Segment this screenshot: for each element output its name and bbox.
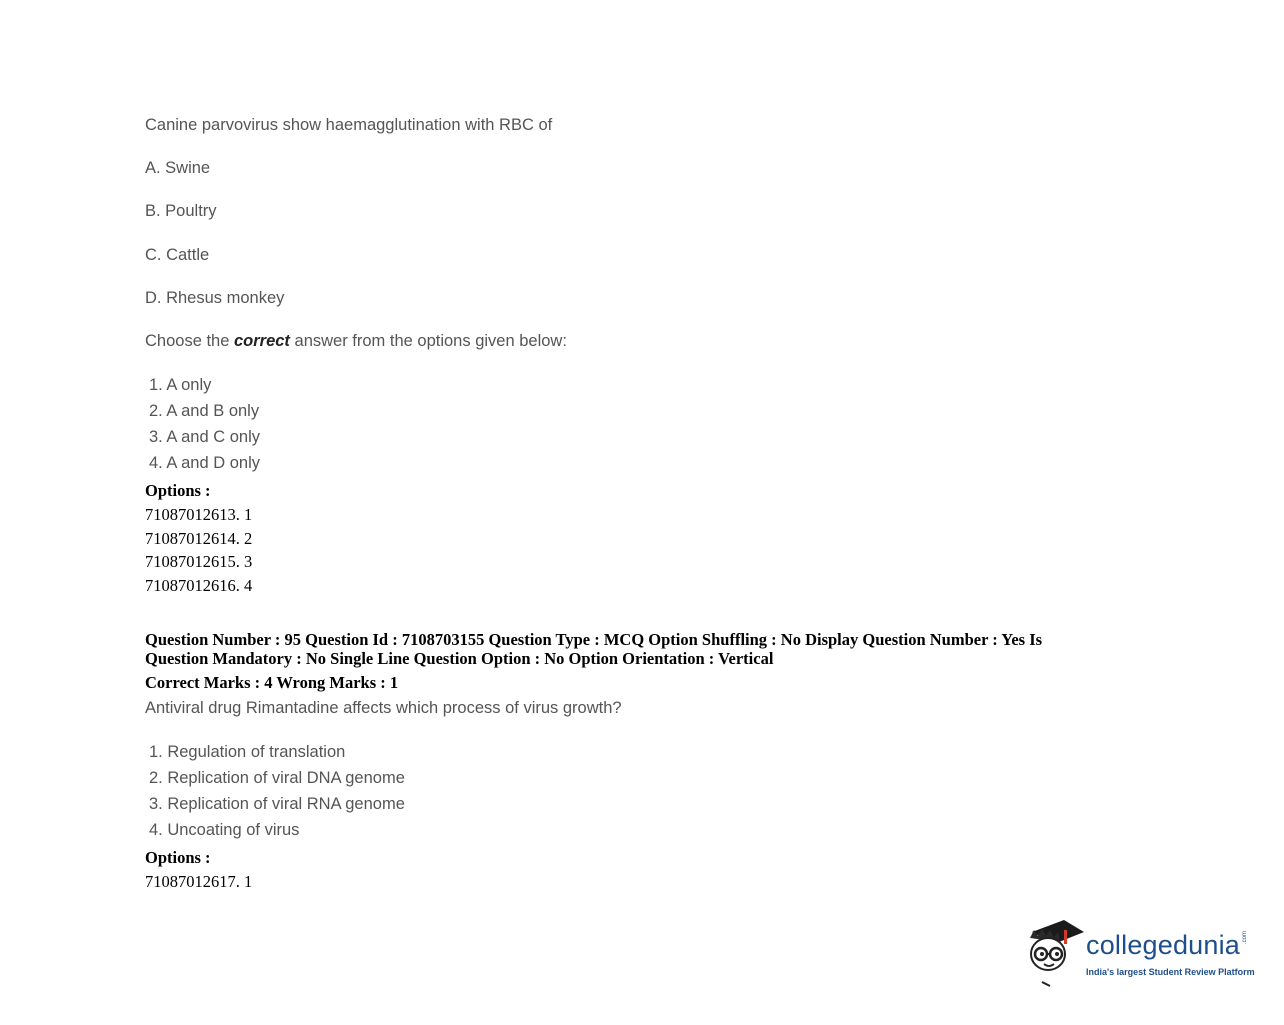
- choose-emphasis: correct: [233, 332, 290, 350]
- mascot-icon: [1024, 916, 1088, 992]
- answer-choice-3: 3. A and C only: [149, 428, 260, 446]
- statement-c: C. Cattle: [145, 246, 210, 264]
- options-label: Options :: [145, 848, 211, 867]
- logo-com: .com: [1242, 930, 1248, 944]
- choose-post: answer from the options given below:: [289, 332, 567, 350]
- answer-choice-3: 3. Replication of viral RNA genome: [149, 795, 405, 813]
- option-id-2: 71087012614. 2: [145, 529, 253, 548]
- question-95-meta: Question Number : 95 Question Id : 7108703155 Question Type : MCQ Option Shuffling : No Display Question Number : Yes Is Question Mandatory : No Single Line Question Option : No Option Orientation : Vertical: [145, 630, 1043, 668]
- answer-choice-2: 2. Replication of viral DNA genome: [149, 769, 405, 787]
- option-id-1: 71087012613. 1: [145, 505, 253, 524]
- logo-wordmark: collegedunia: [1086, 930, 1241, 960]
- option-id-1: 71087012617. 1: [145, 872, 253, 891]
- answer-choice-2: 2. A and B only: [149, 402, 260, 420]
- answer-choice-4: 4. A and D only: [149, 454, 260, 472]
- option-id-3: 71087012615. 3: [145, 552, 253, 571]
- statement-d: D. Rhesus monkey: [145, 289, 285, 307]
- question-95-stem: Antiviral drug Rimantadine affects which process of virus growth?: [145, 699, 622, 717]
- statement-a: A. Swine: [145, 159, 211, 177]
- question-94-stem: Canine parvovirus show haemagglutination with RBC of: [145, 116, 553, 134]
- answer-choice-1: 1. A only: [149, 376, 212, 394]
- logo-tagline: India's largest Student Review Platform: [1086, 967, 1255, 977]
- question-95-marks: Correct Marks : 4 Wrong Marks : 1: [145, 673, 399, 692]
- answer-choice-1: 1. Regulation of translation: [149, 743, 346, 761]
- choose-instruction: [145, 332, 567, 351]
- options-label: Options :: [145, 481, 211, 500]
- collegedunia-logo[interactable]: [1024, 916, 1264, 992]
- statement-b: B. Poultry: [145, 202, 217, 220]
- option-id-4: 71087012616. 4: [145, 576, 253, 595]
- choose-pre: Choose the: [145, 332, 234, 350]
- answer-choice-4: 4. Uncoating of virus: [149, 821, 300, 839]
